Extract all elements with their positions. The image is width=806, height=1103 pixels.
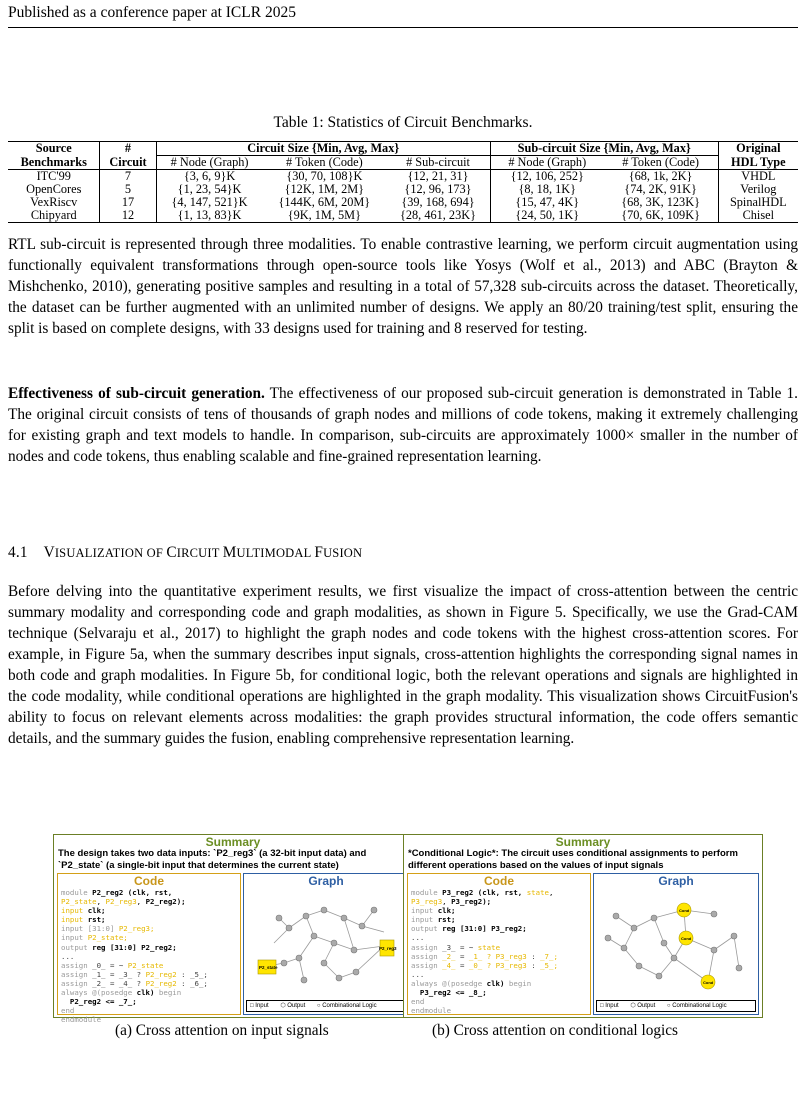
cell: ITC'99 [36,169,71,183]
paragraph-rtl-subcircuit: RTL sub-circuit is represented through three modalities. To enable contrastive learning, we perform circuit augmentation using functionally equivalent transformations through open-source tools like Yosys (Wolf et al., 2013) and ABC (Brayton & Mishchenko, 2010), generating positive samples and resulting in a total of 57,328 sub-circuits across the dataset. Theoretically, the dataset can be further augmented with an unlimited number of designs. We apply an 80/20 training/test split, ensuring the split is based on complete designs, with 33 designs used for training and 8 reserved for testing. [8,236,798,337]
cell: {39, 168, 694} [401,195,475,209]
col-source-1: Source [35,141,72,156]
figure-a-code-title: Code [134,874,164,888]
section-title-part: V [43,544,55,561]
col-count-2: Circuit [100,156,156,170]
section-title-part: F [314,544,324,561]
figure-a-legend [246,1000,406,1012]
figure-b-code-title: Code [484,874,514,888]
cell: OpenCores [26,182,82,196]
section-heading [8,544,362,562]
cell: {12, 96, 173} [404,182,472,196]
cell: {1, 13, 83}K [156,209,263,223]
paragraph-effectiveness [8,383,798,467]
figure-a-caption: (a) Cross attention on input signals [115,1022,329,1039]
cell: 17 [100,196,156,209]
cell: Verilog [718,183,798,196]
subhdr-subcircuit: # Sub-circuit [406,155,470,169]
col-count-1: # [100,142,156,156]
node-label: Cond [681,936,692,941]
figure-b-summary-title: Summary [555,835,611,849]
figure-b-legend [596,1000,756,1012]
cell: {12, 106, 252} [490,170,603,184]
legend-label: Input [605,1003,619,1009]
cell: {70, 6K, 109K} [621,208,700,222]
running-header: Published as a conference paper at ICLR 2025 [8,4,296,21]
legend-label: Output [637,1003,656,1009]
legend-label: Output [287,1003,306,1009]
cell: {24, 50, 1K} [490,209,603,223]
subhdr-node-graph: # Node (Graph) [156,156,263,170]
header-rule [8,27,798,28]
legend-output: ⬡ Output [630,1003,656,1009]
subhdr-sub-node-graph: # Node (Graph) [490,156,603,170]
cell: VexRiscv [30,195,78,209]
col-subcircuit-size: Sub-circuit Size {Min, Avg, Max} [490,142,718,156]
cell: {15, 47, 4K} [490,196,603,209]
figure-b-graph-title: Graph [658,874,694,888]
node-label: P2_state [259,965,278,970]
figure-a-code-box [57,873,241,1025]
figure-a-panel [53,834,413,1025]
figure-a-summary-title: Summary [205,835,261,849]
cell: 12 [100,209,156,223]
cell: {28, 461, 23K} [399,208,477,222]
col-hdl-2: HDL Type [718,156,798,170]
cell: {1, 23, 54}K [156,183,263,196]
col-source-2: Benchmarks [20,154,87,169]
paragraph-lead-in: Effectiveness of sub-circuit generation. [8,385,265,402]
node-label: Cond [703,980,714,985]
cell: Chipyard [30,208,77,222]
figure-a-summary-text: The design takes two data inputs: `P2_reg3` (a 32-bit input data) and `P2_state` (a single-bit input that determines the current state) [58,848,367,871]
legend-output: ⬡ Output [280,1003,306,1009]
figure-b-summary-text: *Conditional Logic*: The circuit uses conditional assignments to perform different operations based on the values of input signals [408,848,738,871]
legend-label: Input [255,1003,269,1009]
figure-b-caption: (b) Cross attention on conditional logics [432,1022,678,1039]
node-label: Cond [679,908,690,913]
section-title-part: USION [323,546,363,560]
legend-label: Combinational Logic [672,1003,727,1009]
cell: VHDL [718,170,798,184]
section-title-part: ISUALIZATION OF [54,546,167,560]
section-title-part: C [166,544,177,561]
cell: {144K, 6M, 20M} [278,195,371,209]
cell: Chisel [718,209,798,223]
cell: {12, 21, 31} [407,169,469,183]
cell: {12K, 1M, 2M} [284,182,365,196]
cell: {68, 3K, 123K} [621,195,700,209]
figure-a-code-listing: module P2_reg2 (clk, rst, P2_state, P2_reg3, P2_reg2); input clk; input rst; input [31:0] P2_reg3; input P2_state; output reg [31:0] P2_reg2; ... assign _0_ = ~ P2_state assign _1_ = _3_ ? P2_reg2 : _5_; assign _2_ = _4_ ? P2_reg2 : _6_; always @(posedge clk) begin P2_reg2 <= _7_; end endmodule [61,888,208,1025]
cell: {8, 18, 1K} [490,183,603,196]
section-title-part: IRCUIT [176,546,223,560]
paragraph-body: The effectiveness of our proposed sub-circuit generation is demonstrated in Table 1. The original circuit consists of tens of thousands of graph nodes and millions of code tokens, making it extremely challenging for existing graph and text models to handle. In comparison, sub-circuits are approximately 1000× smaller in the number of nodes and code tokens, thus enabling scalable and fine-grained representation learning. [8,385,798,465]
cell: SpinalHDL [718,196,798,209]
legend-input: □ Input [250,1003,269,1009]
figure-b-code-box [407,873,591,1015]
cell: {74, 2K, 91K} [624,182,697,196]
legend-comb: ○ Combinational Logic [666,1003,727,1009]
cell: {9K, 1M, 5M} [287,208,361,222]
subhdr-token-code: # Token (Code) [285,155,363,169]
node-label: P2_reg3 [379,946,397,951]
cell: 5 [100,183,156,196]
cell: {4, 147, 521}K [156,196,263,209]
paragraph-visualization: Before delving into the quantitative experiment results, we first visualize the impact of cross-attention between the centric summary modality and corresponding code and graph modalities, as shown in Figure 5. Specifically, we use the Grad-CAM technique (Selvaraju et al., 2017) to highlight the graph nodes and code tokens with the highest cross-attention scores. For example, in Figure 5a, when the summary describes input signals, cross-attention highlights the corresponding signal names in both code and graph modalities. In Figure 5b, for conditional logic, both the relevant operations and signals are highlighted in the code modality, while conditional operations are highlighted in the graph modality. This visualization shows CircuitFusion's ability to focus on relevant elements across modalities: the graph provides structural information, the code offers semantic details, and the summary guides the fusion, enabling comprehensive representation learning. [8,583,798,747]
legend-comb: ○ Combinational Logic [316,1003,377,1009]
statistics-table [8,141,798,223]
figure-b-graph-box [593,873,759,1015]
figure-b-graph-drawing [594,888,758,1000]
col-circuit-size: Circuit Size {Min, Avg, Max} [156,142,490,156]
cell: {30, 70, 108}K [286,169,363,183]
section-title-part: ULTIMODAL [236,546,315,560]
figure-b-panel [403,834,763,1018]
figure-a-graph-drawing [244,888,408,1000]
figure-a-graph-title: Graph [308,874,344,888]
figure-b-code-listing: module P3_reg2 (clk, rst, state, P3_reg3, P3_reg2); input clk; input rst; output reg [31:0] P3_reg2; ... assign _3_ = ~ state assign _2_ = _1_ ? P3_reg3 : _7_; assign _4_ = _0_ ? P3_reg3 : _5_; ... always @(posedge clk) begin P3_reg2 <= _8_; end endmodule [411,888,558,1016]
figure-a-graph-box [243,873,409,1015]
section-title-part: M [222,544,237,561]
subhdr-sub-token-code: # Token (Code) [622,155,699,169]
cell: {68, 1k, 2K} [628,169,693,183]
table-caption: Table 1: Statistics of Circuit Benchmarks. [273,114,533,131]
table-row [8,170,798,184]
col-hdl-1: Original [718,142,798,156]
cell: 7 [100,170,156,184]
legend-label: Combinational Logic [322,1003,377,1009]
section-number: 4.1 [8,544,28,561]
table-row [8,209,798,223]
legend-input: □ Input [600,1003,619,1009]
cell: {3, 6, 9}K [156,170,263,184]
